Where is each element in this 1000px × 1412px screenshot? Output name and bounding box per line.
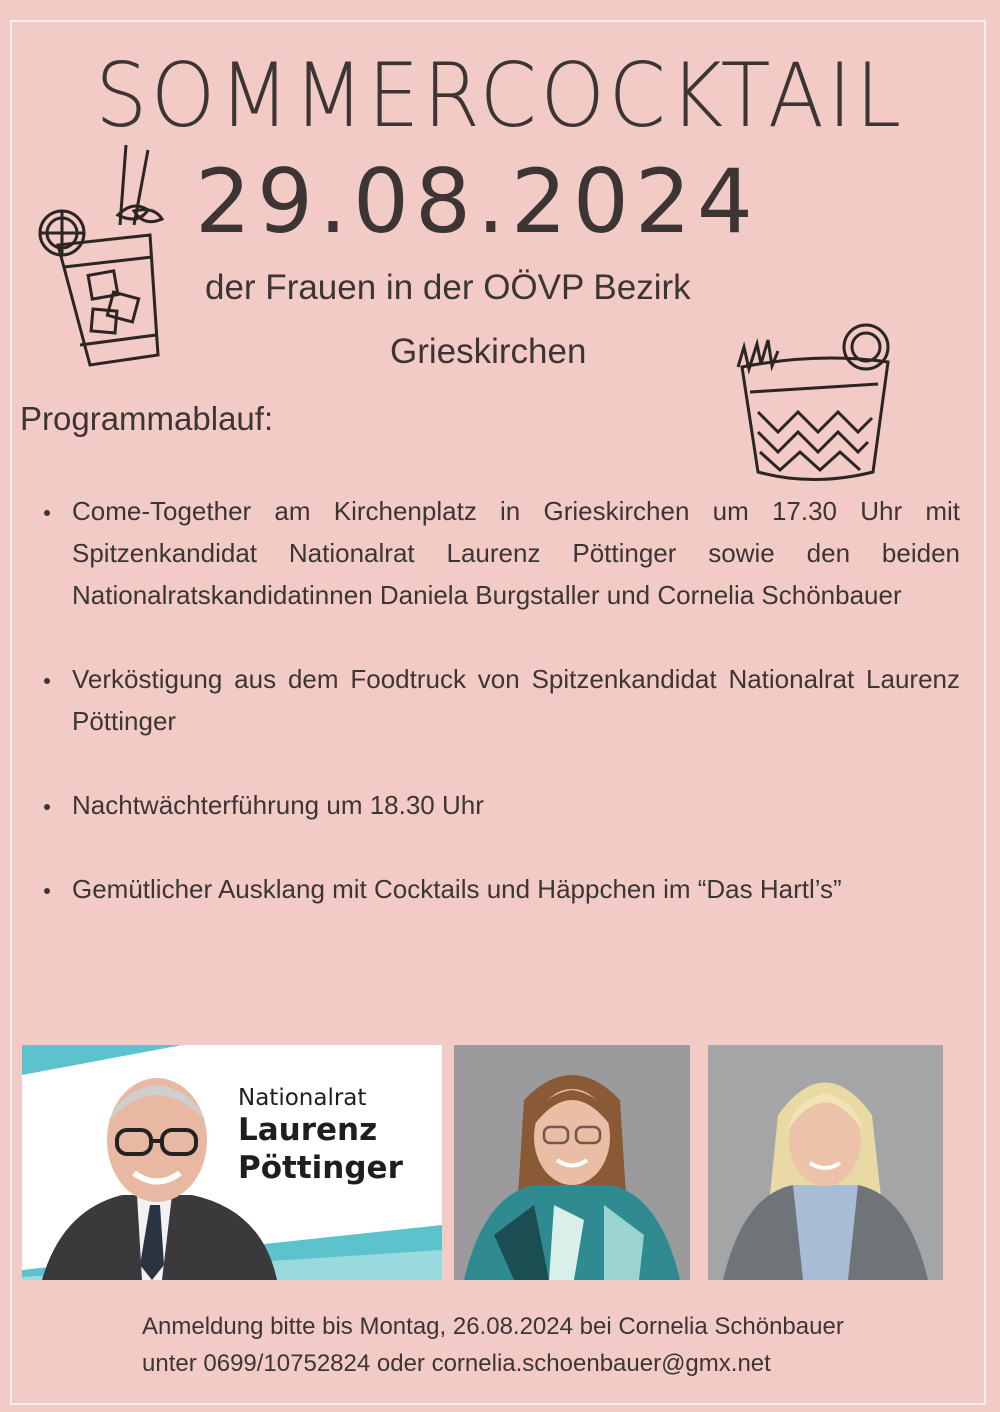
program-list [40,490,960,952]
event-title: SOMMERCOCKTAIL [95,44,905,147]
portrait-photo-woman-2 [708,1045,943,1280]
registration-info [142,1308,844,1382]
portrait-illustration [454,1045,690,1280]
cocktail-glass-icon [30,145,170,375]
event-subtitle-line1: der Frauen in der OÖVP Bezirk [205,268,691,307]
candidate-first-name: Laurenz [238,1112,378,1148]
registration-line1: Anmeldung bitte bis Montag, 26.08.2024 bei Cornelia Schönbauer [142,1313,844,1340]
candidate-card-text [238,1085,403,1187]
portrait-photo-woman-1 [454,1045,690,1280]
portrait-illustration [708,1045,943,1280]
candidate-title: Nationalrat [238,1085,367,1111]
list-item: Gemütlicher Ausklang mit Cocktails und Häppchen im “Das Hartl’s” [40,868,960,910]
candidate-card-photo [22,1045,442,1280]
program-heading: Programmablauf: [20,400,274,437]
candidate-last-name: Pöttinger [238,1150,403,1186]
list-item: Nachtwächterführung um 18.30 Uhr [40,784,960,826]
registration-line2: unter 0699/10752824 oder cornelia.schoenbauer@gmx.net [142,1350,771,1377]
event-subtitle-line2: Grieskirchen [390,332,587,371]
tumbler-glass-icon [728,322,903,497]
event-date: 29.08.2024 [195,150,759,253]
list-item: Come-Together am Kirchenplatz in Grieskirchen um 17.30 Uhr mit Spitzenkandidat Nationalrat Laurenz Pöttinger sowie den beiden Nationalratskandidatinnen Daniela Burgstaller und Cornelia Schönbauer [40,490,960,616]
list-item: Verköstigung aus dem Foodtruck von Spitzenkandidat Nationalrat Laurenz Pöttinger [40,658,960,742]
